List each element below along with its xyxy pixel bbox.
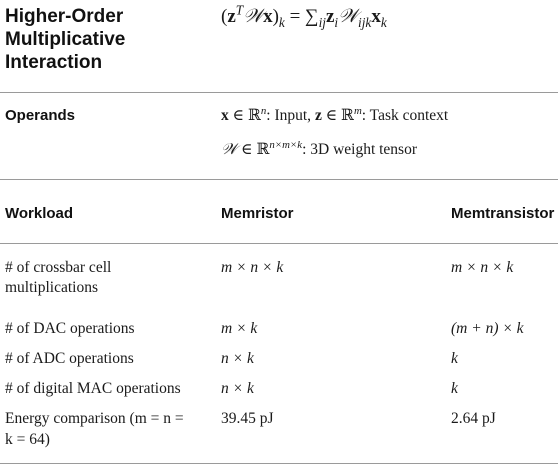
operands-input-text: : Input,: [266, 107, 315, 124]
row-5-memtransistor: 2.64 pJ: [451, 410, 496, 427]
row-1-workload-line-2: multiplications: [5, 279, 98, 296]
divider-middle: [0, 179, 558, 180]
title-line-3: Interaction: [5, 52, 103, 73]
header-workload: Workload: [5, 205, 74, 222]
row-2-workload: # of DAC operations: [5, 320, 135, 337]
row-3-memristor: n × k: [221, 350, 254, 367]
header-memtransistor: Memtransistor: [451, 205, 555, 222]
row-3-workload: # of ADC operations: [5, 350, 134, 367]
row-1-workload-line-1: # of crossbar cell: [5, 259, 112, 276]
row-1-memristor: m × n × k: [221, 259, 284, 276]
row-4-memristor: n × k: [221, 380, 254, 397]
operands-tensor-text: : 3D weight tensor: [302, 141, 418, 158]
formula: $(z^T𝒲x)_k$ = $\sum_{ij}z_i𝒲_{ijk}x_k$: [221, 2, 387, 30]
row-5-memristor: 39.45 pJ: [221, 410, 274, 427]
operands-line-2: 𝒲 ∈ ℝ$^{n\times m\times k}$: 3D weight tensor: [221, 138, 418, 158]
row-1-memtransistor: m × n × k: [451, 259, 514, 276]
operands-context-text: : Task context: [361, 107, 449, 124]
title-line-1: Higher-Order: [5, 6, 124, 27]
header-memristor: Memristor: [221, 205, 294, 222]
operands-label: Operands: [5, 107, 76, 124]
row-2-memtransistor: (m + n) × k: [451, 320, 524, 337]
operands-line-1: x ∈ ℝ$^n$: Input, z ∈ ℝ$^m$: Task context: [221, 104, 449, 124]
divider-bottom: [0, 463, 558, 464]
row-4-workload: # of digital MAC operations: [5, 380, 181, 397]
row-3-memtransistor: k: [451, 350, 458, 367]
divider-header: [0, 243, 558, 244]
row-2-memristor: m × k: [221, 320, 258, 337]
row-4-memtransistor: k: [451, 380, 458, 397]
title-line-2: Multiplicative: [5, 29, 126, 50]
row-5-workload-line-1: Energy comparison (m = n =: [5, 410, 184, 427]
row-5-workload-line-2: k = 64): [5, 431, 50, 448]
divider-top: [0, 92, 558, 93]
